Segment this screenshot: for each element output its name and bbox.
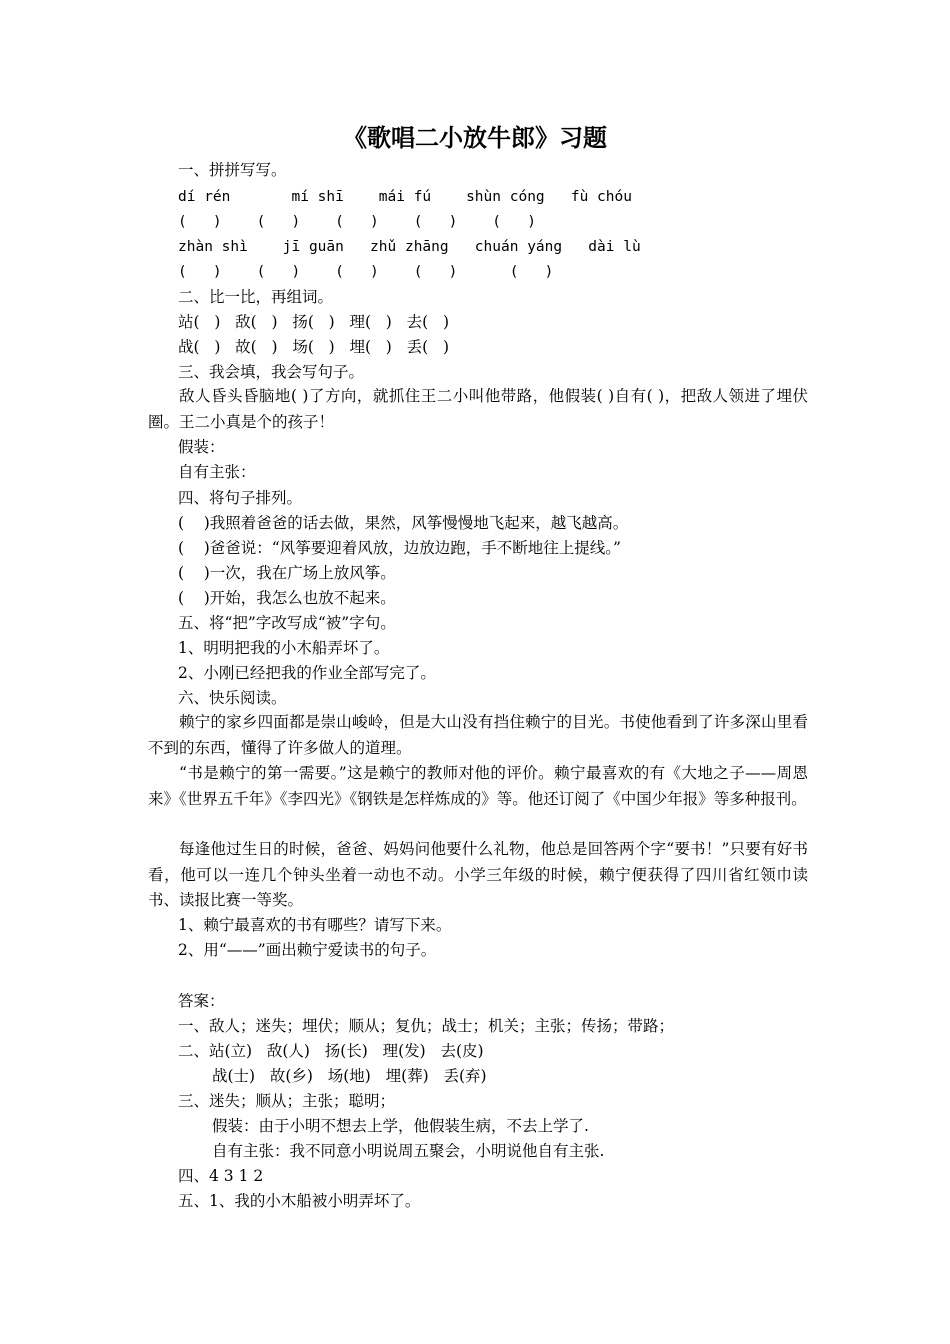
reading-question-1: 1、赖宁最喜欢的书有哪些？请写下来。 [178,916,452,934]
order-line: ( )我照着爸爸的话去做，果然，风筝慢慢地飞起来，越飞越高。 [178,514,629,532]
section-5-heading: 五、将“把”字改写成“被”字句。 [178,614,396,632]
answer-4: 四、4 3 1 2 [178,1167,264,1185]
order-line: ( )开始，我怎么也放不起来。 [178,589,396,607]
section-3-heading: 三、我会填，我会写句子。 [178,363,365,381]
reading-paragraph-2: “书是赖宁的第一需要。”这是赖宁的教师对他的评价。赖宁最喜欢的有《大地之子——周恩来》《世界五千年》《李四光》《钢铁是怎样炼成的》等。他还订阅了《中国少年报》等多种报刊。 [148,764,808,808]
reading-paragraph-1: 赖宁的家乡四面都是崇山峻岭，但是大山没有挡住赖宁的目光。书使他看到了许多深山里看不到的东西，懂得了许多做人的道理。 [148,713,808,757]
answer-2-row-2: 战(士) 故(乡) 场(地) 埋(葬) 丢(弃) [212,1067,487,1085]
rewrite-line: 2、小刚已经把我的作业全部写完了。 [178,664,436,682]
answer-3-jiazhuang: 假装：由于小明不想去上学，他假装生病，不去上学了. [212,1117,589,1135]
pinyin-row-2: zhàn shì jī guān zhǔ zhāng chuán yáng dài lù [178,239,641,255]
order-line: ( )爸爸说：“风筝要迎着风放，边放边跑，手不断地往上提线。” [178,539,621,557]
reading-paragraph-3: 每逢他过生日的时候，爸爸、妈妈问他要什么礼物，他总是回答两个字“要书！”只要有好书看，他可以一连几个钟头坐着一动也不动。小学三年级的时候，赖宁便获得了四川省红领巾读书、读报比赛一等奖。 [148,840,808,909]
answer-5: 五、1、我的小木船被小明弄坏了。 [178,1192,421,1210]
pinyin-row-1: dí rén mí shī mái fú shùn cóng fù chóu [178,189,632,205]
answer-2-row-1: 二、站(立) 敌(人) 扬(长) 理(发) 去(皮) [178,1042,484,1060]
section-4-heading: 四、将句子排列。 [178,489,303,507]
fill-sentence: 敌人昏头昏脑地( )了方向，就抓住王二小叫他带路，他假装( )自有( )，把敌人领进了埋伏圈。王二小真是个的孩子！ [148,387,808,431]
answer-3: 三、迷失；顺从；主张；聪明； [178,1092,396,1110]
answer-1: 一、敌人；迷失；埋伏；顺从；复仇；战士；机关；主张；传扬；带路； [178,1017,675,1035]
blanks-row-2: ( ) ( ) ( ) ( ) ( ) [178,264,554,280]
compare-row-1: 站( ) 敌( ) 扬( ) 理( ) 去( ) [178,313,450,331]
sentence-item-ziyouzhuzhang: 自有主张： [178,463,256,481]
section-1-heading: 一、拼拼写写。 [178,161,287,179]
answers-heading: 答案： [178,992,225,1010]
section-6-heading: 六、快乐阅读。 [178,689,287,707]
blanks-row-1: ( ) ( ) ( ) ( ) ( ) [178,214,536,230]
compare-row-2: 战( ) 故( ) 场( ) 埋( ) 丢( ) [178,338,450,356]
sentence-item-jiazhuang: 假装： [178,438,225,456]
section-2-heading: 二、比一比，再组词。 [178,288,334,306]
answer-3-ziyouzhuzhang: 自有主张：我不同意小明说周五聚会，小明说他自有主张. [212,1142,605,1160]
rewrite-line: 1、明明把我的小木船弄坏了。 [178,639,390,657]
order-line: ( )一次，我在广场上放风筝。 [178,564,396,582]
reading-question-2: 2、用“——”画出赖宁爱读书的句子。 [178,941,437,959]
page-title: 《歌唱二小放牛郎》习题 [343,123,607,152]
